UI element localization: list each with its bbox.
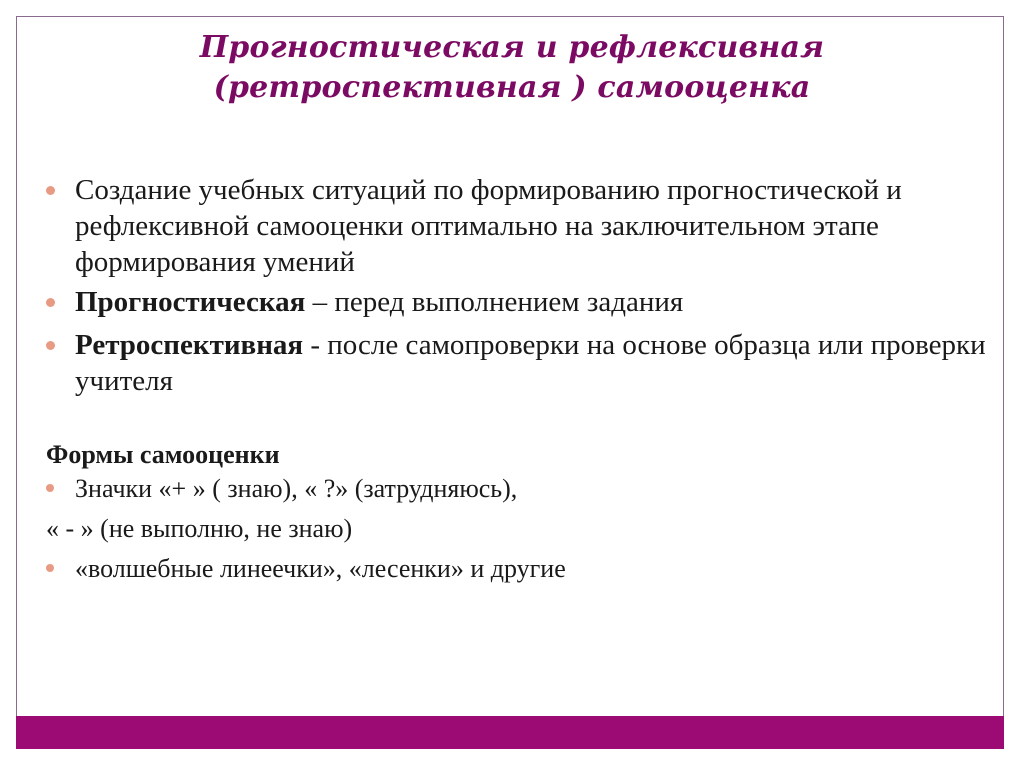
bullet-term: Прогностическая xyxy=(75,286,306,318)
bullet-item xyxy=(46,284,986,320)
bullet-item xyxy=(46,327,986,399)
bullet-item xyxy=(46,172,986,280)
forms-item-text: Значки «+ » ( знаю), « ?» (затрудняюсь), xyxy=(75,474,518,503)
bullet-dot-icon xyxy=(46,341,55,350)
forms-item xyxy=(46,472,986,506)
bullet-text: Создание учебных ситуаций по формированию прогностической и рефлексивной самооценки оптимально на заключительном этапе формирования умений xyxy=(75,174,902,278)
forms-item xyxy=(46,552,986,586)
bottom-band xyxy=(16,716,1004,749)
forms-item-text: «волшебные линеечки», «лесенки» и другие xyxy=(75,554,566,583)
title-line-1: Прогностическая и рефлексивная xyxy=(199,30,825,65)
bullet-dot-icon xyxy=(46,484,54,492)
bullet-text: - после самопроверки на основе образца или проверки учителя xyxy=(75,329,986,397)
forms-item-continuation: « - » (не выполню, не знаю) xyxy=(46,514,353,543)
bullet-dot-icon xyxy=(46,298,55,307)
bullet-dot-icon xyxy=(46,564,54,572)
slide-title xyxy=(60,28,964,108)
title-line-2: (ретроспективная ) самооценка xyxy=(213,70,811,105)
bullet-term: Ретроспективная xyxy=(75,329,304,361)
bullet-text: – перед выполнением задания xyxy=(305,286,684,318)
forms-heading: Формы самооценки xyxy=(46,440,280,469)
slide-body xyxy=(46,172,986,586)
bullet-dot-icon xyxy=(46,186,55,195)
